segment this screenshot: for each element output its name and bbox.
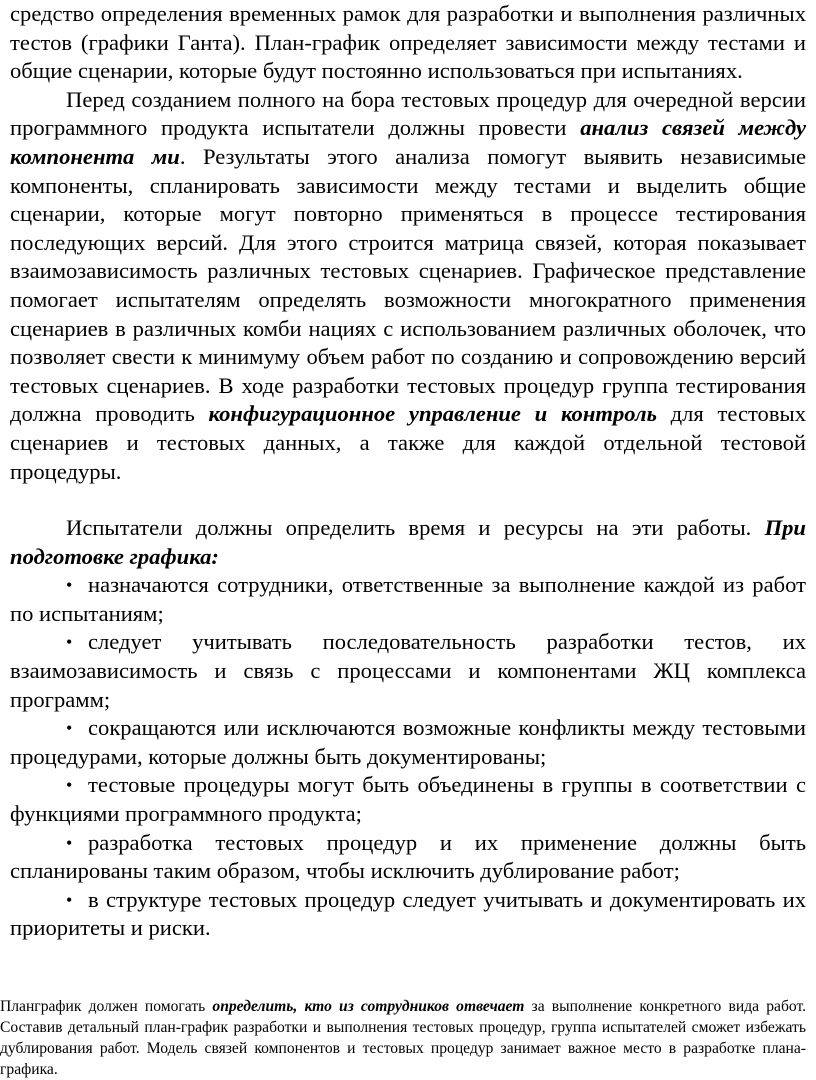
list-item: [10, 829, 806, 886]
list-item-text: тестовые процедуры могут быть объединены в группы в соответствии с функциями программного продукта;: [10, 772, 806, 827]
footer-paragraph: [0, 996, 806, 1080]
bullet-icon: •: [66, 889, 73, 910]
schedule-heading: При подготовке графика:: [10, 515, 806, 569]
list-item: [10, 571, 806, 628]
footer-note: [0, 996, 806, 1080]
bullet-icon: •: [66, 718, 73, 739]
list-item-text: следует учитывать последовательность разработки тестов, их взаимозависимость и связь с процессами и компонентами ЖЦ комплекса программ;: [10, 629, 806, 712]
schedule-list: [10, 571, 806, 943]
bullet-icon: •: [66, 632, 73, 653]
footer-text-start: Планграфик должен помогать: [0, 998, 213, 1015]
list-item-text: сокращаются или исключаются возможные конфликты между тестовыми процедурами, которые должны быть документированы;: [10, 715, 806, 769]
list-item: [10, 714, 806, 771]
list-item: [10, 886, 806, 943]
paragraph-analysis: [10, 86, 806, 486]
list-item-text: назначаются сотрудники, ответственные за выполнение каждой из работ по испытаниям;: [10, 572, 806, 626]
paragraph-spacer: [10, 486, 806, 514]
bullet-icon: •: [66, 832, 73, 853]
list-item: [10, 628, 806, 714]
paragraph-resources: [10, 514, 806, 571]
footer-text-end: за выполнение конкретного вида работ. Составив детальный план-график разработки и выполнения тестовых процедур, группа испытателей сможет избежать дублирования работ. Модель связей компонентов и тестовых процедур занимает важное место в разработке плана-графика.: [0, 998, 807, 1078]
analysis-text-end: для тестовых сценариев и тестовых данных, а также для каждой отдельной тестовой процедуры.: [10, 401, 806, 484]
footer-emphasis: определить, кто из сотрудников отвечает: [212, 998, 525, 1015]
bullet-icon: •: [66, 575, 73, 596]
emphasis-component-analysis: анализ связей между компонента ми: [10, 115, 806, 169]
main-text: [10, 0, 806, 943]
resources-text: Испытатели должны определить время и ресурсы на эти работы.: [66, 515, 765, 541]
list-item-text: в структуре тестовых процедур следует учитывать и документировать их приоритеты и риски.: [10, 886, 806, 941]
list-item-text: разработка тестовых процедур и их применение должны быть спланированы таким образом, чтобы исключить дублирование работ;: [10, 829, 806, 884]
emphasis-configuration-control: конфигурационное управление и контроль: [208, 401, 657, 427]
bullet-icon: •: [66, 775, 73, 796]
analysis-text-start: Перед созданием полного на бора тестовых процедур для очередной версии программного продукта испытатели должны провести: [10, 86, 806, 141]
analysis-text-middle: . Результаты этого анализа помогут выявить независимые компоненты, спланировать зависимости между тестами и выделить общие сценарии, которые могут повторно применяться в процессе тестирования последующих версий. Для этого строится матрица связей, которая показывает взаимозависимость различных тестовых сценариев. Графическое представление помогает испытателям определять возможности многократного применения сценариев в различных комби нациях с использованием различных оболочек, что позволяет свести к минимуму объем работ по созданию и сопровождению версий тестовых сценариев. В ходе разработки тестовых процедур группа тестирования должна проводить: [10, 143, 806, 427]
list-item: [10, 771, 806, 828]
paragraph-gantt: средство определения временных рамок для разработки и выполнения различных тестов (графики Ганта). План-график определяет зависимости между тестами и общие сценарии, которые будут постоянно использоваться при испытаниях.: [10, 1, 806, 84]
